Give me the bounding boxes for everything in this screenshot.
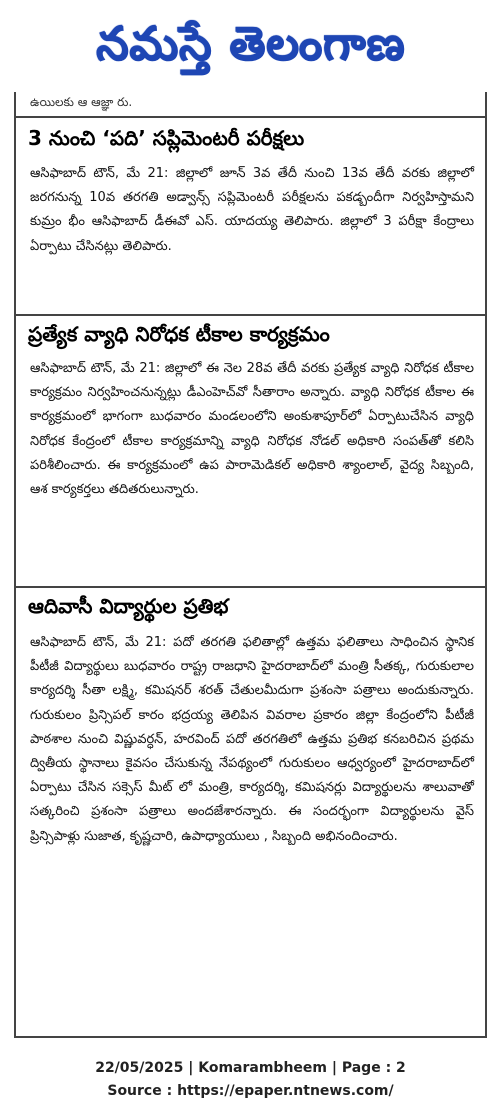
footer-source: Source : https://epaper.ntnews.com/ (107, 1083, 394, 1099)
divider (16, 314, 485, 316)
masthead-logo: నమస్తే తెలంగాణ (95, 16, 406, 70)
cut-off-text: ఉయిలకు ఆ ఆజ్ఞా రు. (30, 95, 133, 109)
article-3-body: ఆసిఫాబాద్ టౌన్, మే 21: పదో తరగతి ఫలితాల్లో ఉత్తమ ఫలితాలు సాధించిన స్థానిక పీటీజీ విద్యార్థులు బుధవారం రాష్ట్ర రాజధాని హైదరాబాద్‌లో మంత్రి సీతక్క, గురుకులాల కార్యదర్శి సీతా లక్ష్మి, కమిషనర్ శరత్ చేతులమీదుగా ప్రశంసా పత్రాలు అందుకున్నారు. గురుకులం ప్రిన్సిపల్ కారం భద్రయ్య తెలిపిన వివరాల ప్రకారం జిల్లా కేంద్రంలోని పీటీజీ పాఠశాల నుంచి విష్ణువర్ధన్, హరవింద్ పదో తరగతిలో ఉత్తమ ప్రతిభ కనబరిచిన ప్రథమ ద్వితీయ స్థానాలు కైవసం చేసుకున్న నేపథ్యంలో గురుకులం ఆధ్వర్యంలో హైదరాబాద్‌లో ఏర్పాటు చేసిన సక్సెస్ మీట్ లో మంత్రి, కార్యదర్శి, కమిషనర్లు విద్యార్థులను శాలువాతో సత్కరించి ప్రశంసా పత్రాలు అందజేశారన్నారు. ఈ సందర్భంగా విద్యార్థులను వైస్ ప్రిన్సిపాళ్లు సుజాత, కృష్ణచారి, ఉపాధ్యాయులు , సిబ్బంది అభినందించారు. (30, 635, 474, 844)
divider (16, 586, 485, 588)
clipping-frame (14, 92, 487, 1038)
divider (16, 116, 485, 118)
article-3-title: ఆదివాసీ విద్యార్థుల ప్రతిభ (28, 594, 229, 618)
footer-dateline: 22/05/2025 | Komarambheem | Page : 2 (95, 1060, 406, 1076)
article-2-title: ప్రత్యేక వ్యాధి నిరోధక టీకాల కార్యక్రమం (28, 322, 330, 346)
article-1-title: 3 నుంచి ‘పది’ సప్లిమెంటరీ పరీక్షలు (28, 126, 305, 150)
article-1-body: ఆసిఫాబాద్ టౌన్, మే 21: జిల్లాలో జూన్ 3వ తేదీ నుంచి 13వ తేదీ వరకు జిల్లాలో జరగనున్న 10వ తరగతి అడ్వాన్స్ సప్లిమెంటరీ పరీక్షలను పకడ్బందీగా నిర్వహిస్తామని కుమ్రం భీం ఆసిఫాబాద్ డీఈవో ఎస్. యాదయ్య తెలిపారు. జిల్లాలో 3 పరీక్షా కేంద్రాలు ఏర్పాటు చేసినట్లు తెలిపారు. (30, 166, 474, 254)
masthead (0, 0, 501, 92)
article-2-body: ఆసిఫాబాద్ టౌన్, మే 21: జిల్లాలో ఈ నెల 28వ తేదీ వరకు ప్రత్యేక వ్యాధి నిరోధక టీకాల కార్యక్రమం నిర్వహించనున్నట్లు డీఎంహెచ్‌వో సీతారాం అన్నారు. వ్యాధి నిరోధక టీకాల ఈ కార్యక్రమంలో భాగంగా బుధవారం మండలంలోని అంకుశాపూర్‌లో ఏర్పాటుచేసిన వ్యాధి నిరోధక కేంద్రంలో టీకాల కార్యక్రమాన్ని వ్యాధి నిరోధక నోడల్ అధికారి సంపత్‌తో కలిసి పరిశీలించారు. ఈ కార్యక్రమంలో ఉప పారామెడికల్ అధికారి శ్యాంలాల్, వైద్య సిబ్బంది, ఆశ కార్యకర్తలు తదితరులున్నారు. (30, 361, 474, 498)
